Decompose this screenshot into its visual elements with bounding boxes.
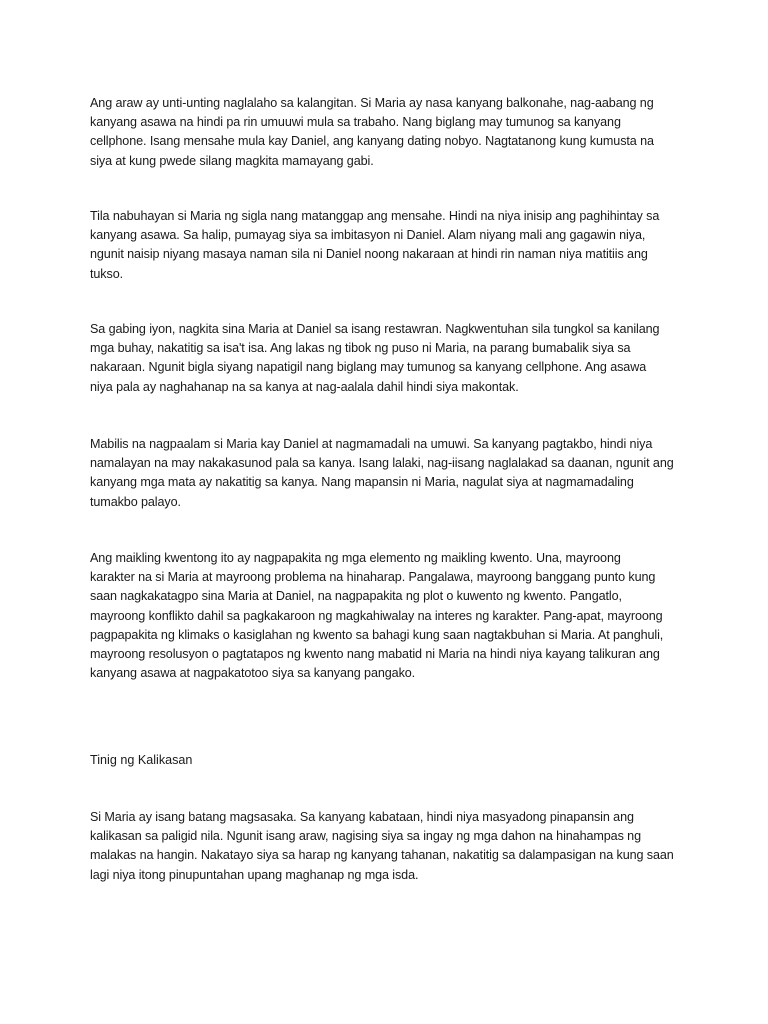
text-line: ngunit naisip niyang masaya naman sila ni Daniel noong nakaraan at hindi rin naman niya matitiis ang [90, 247, 648, 262]
text-line: tukso. [90, 266, 123, 281]
text-line: kanyang mga mata ay nakatitig sa kanya. Nang mapansin ni Maria, nagulat siya at nagmamadaling [90, 475, 634, 490]
text-line: Tila nabuhayan si Maria ng sigla nang matanggap ang mensahe. Hindi na niya inisip ang paghihintay sa [90, 209, 660, 223]
text-line: nakaraan. Ngunit bigla siyang napatigil nang biglang may tumunog sa kanyang cellphone. Ang asawa [90, 360, 647, 375]
analysis-paragraph [90, 549, 680, 683]
text-line: kanyang asawa. Sa halip, pumayag siya sa imbitasyon ni Daniel. Alam niyang mali ang gagawin niya, [90, 228, 646, 243]
text-line: mga buhay, nakatitig sa isa't isa. Ang lakas ng tibok ng puso ni Maria, na parang bumabalik siya sa [90, 341, 631, 356]
text-line: siya at kung pwede silang magkita mamayang gabi. [90, 153, 374, 168]
text-line: kanyang asawa na hindi pa rin umuuwi mula sa trabaho. Nang biglang may tumunog sa kanyang [90, 115, 621, 130]
text-line: malakas na hangin. Nakatayo siya sa harap ng kanyang tahanan, nakatitig sa dalampasigan na kung saan [90, 848, 674, 863]
text-line: namalayan na may nakakasunod pala sa kanya. Isang lalaki, nag-iisang naglalakad sa daanan, ngunit ang [90, 456, 674, 471]
text-line: saan nagkakatagpo sina Maria at Daniel, na nagpapakita ng plot o kuwento ng kwento. Pangatlo, [90, 589, 622, 604]
text-line: tumakbo palayo. [90, 494, 181, 509]
text-line: mayroong konflikto dahil sa pagkakaroon ng magkahiwalay na interes ng karakter. Pang-apat, mayroong [90, 608, 663, 623]
story-heading: Tinig ng Kalikasan [90, 753, 193, 767]
text-line: Si Maria ay isang batang magsasaka. Sa kanyang kabataan, hindi niya masyadong pinapansin ang [90, 810, 634, 824]
text-line: kanyang asawa at nagpakatotoo siya sa kanyang pangako. [90, 666, 416, 681]
story-paragraph-final [90, 808, 680, 885]
story-paragraph-1 [90, 94, 680, 171]
text-line: pagpapakita ng klimaks o kasiglahan ng kwento sa bahagi kung saan nagtakbuhan si Maria. At panghuli, [90, 627, 664, 642]
text-line: niya pala ay naghahanap na sa kanya at nag-aalala dahil hindi siya makontak. [90, 379, 519, 394]
text-line: cellphone. Isang mensahe mula kay Daniel, ang kanyang dating nobyo. Nagtatanong kung kumusta na [90, 134, 654, 149]
text-line: lagi niya itong pinupuntahan upang maghanap ng mga isda. [90, 867, 419, 882]
text-line: karakter na si Maria at mayroong problema na hinaharap. Pangalawa, mayroong banggang punto kung [90, 570, 656, 585]
text-line: Mabilis na nagpaalam si Maria kay Daniel at nagmamadali na umuwi. Sa kanyang pagtakbo, hindi niya [90, 437, 653, 451]
text-line: Sa gabing iyon, nagkita sina Maria at Daniel sa isang restawran. Nagkwentuhan sila tungkol sa kanilang [90, 322, 660, 336]
text-line: kalikasan sa paligid nila. Ngunit isang araw, nagising siya sa ingay ng mga dahon na hinahampas ng [90, 829, 641, 844]
story-paragraph-4 [90, 435, 680, 512]
text-line: Ang araw ay unti-unting naglalaho sa kalangitan. Si Maria ay nasa kanyang balkonahe, nag-aabang ng [90, 96, 654, 110]
text-line: mayroong resolusyon o pagtatapos ng kwento nang mabatid ni Maria na hindi niya kayang talikuran ang [90, 647, 660, 662]
story-paragraph-3 [90, 320, 680, 397]
story-paragraph-2 [90, 207, 680, 284]
text-line: Ang maikling kwentong ito ay nagpapakita ng mga elemento ng maikling kwento. Una, mayroong [90, 551, 621, 565]
